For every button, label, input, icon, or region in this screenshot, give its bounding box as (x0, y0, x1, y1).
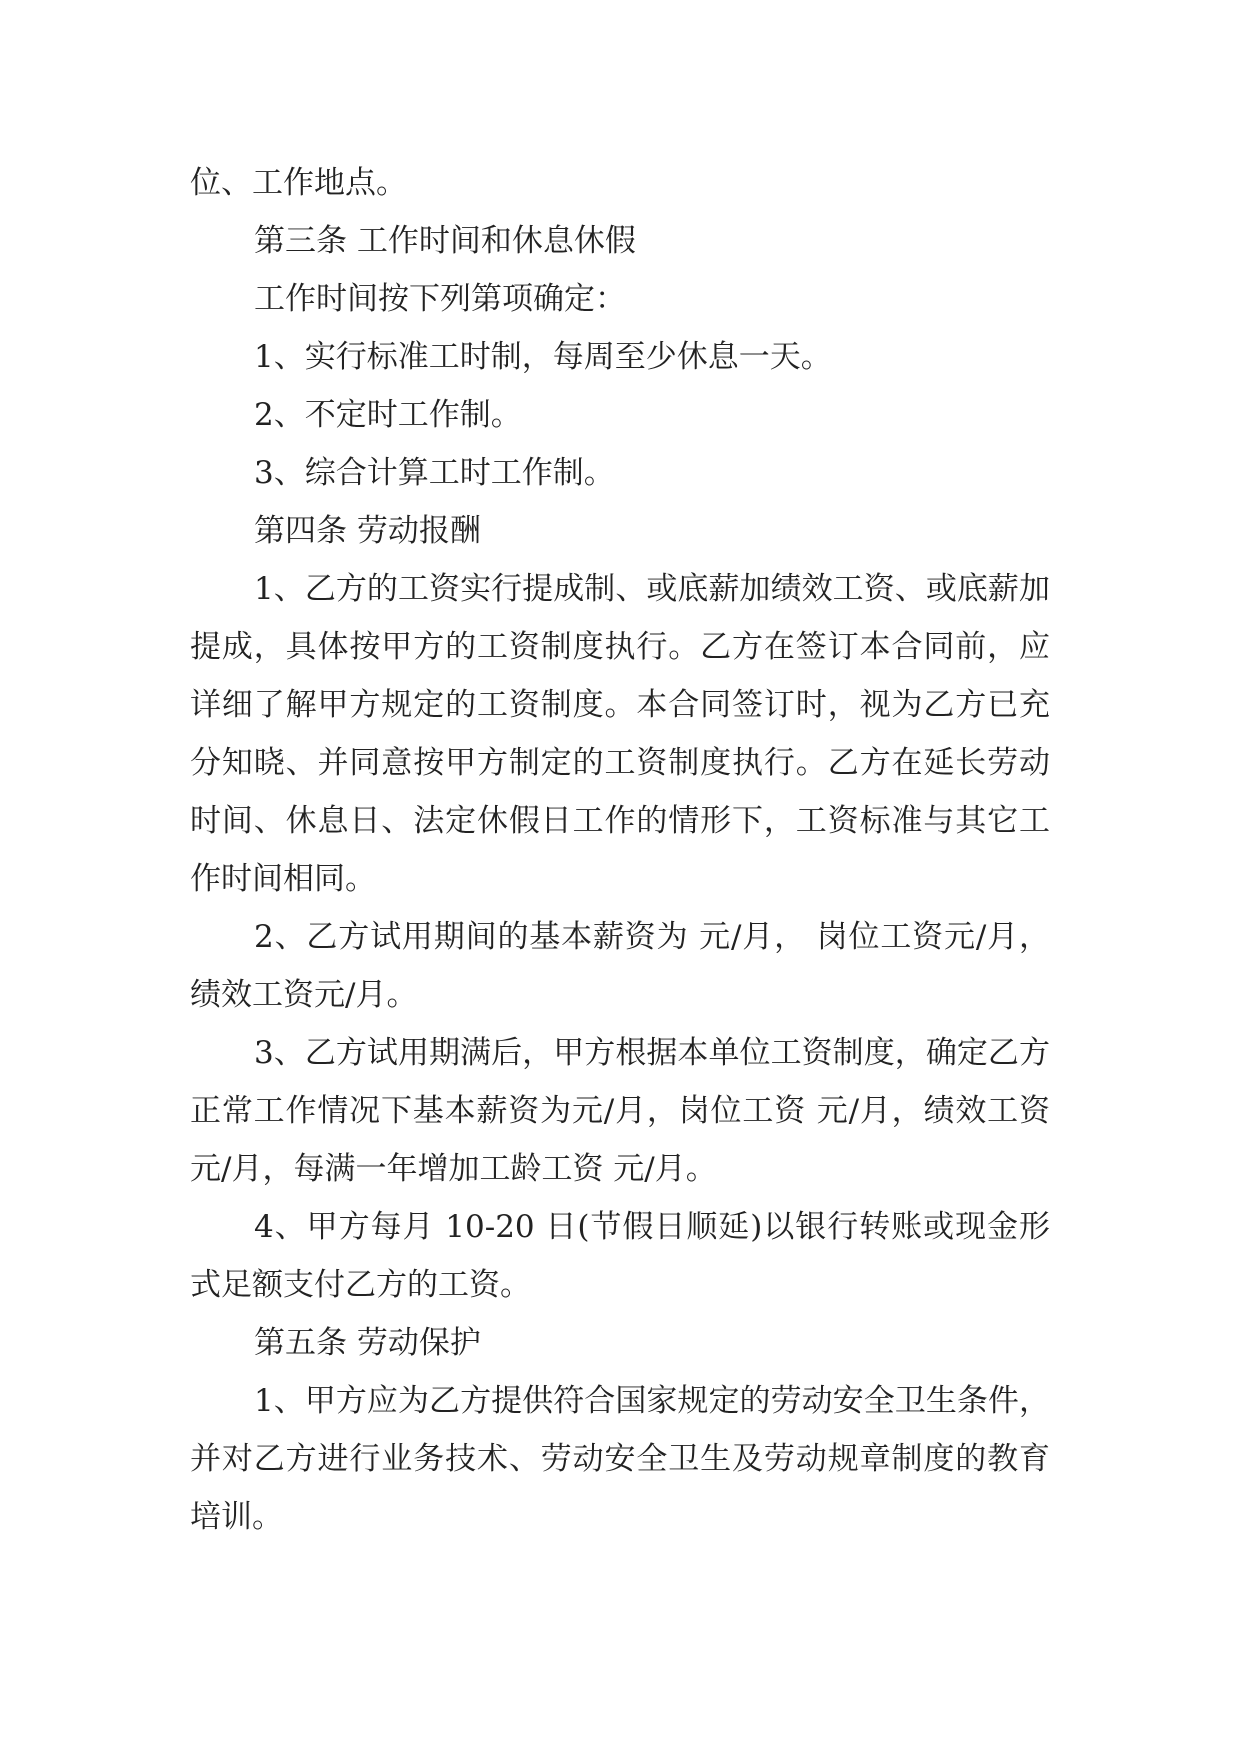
heading-article-4: 第四条 劳动报酬 (254, 513, 481, 549)
heading-article-5: 第五条 劳动保护 (254, 1325, 481, 1361)
list-item-comprehensive-hours: 3、综合计算工时工作制。 (254, 455, 615, 491)
paragraph-probation-salary: 2、乙方试用期间的基本薪资为 元/月， 岗位工资元/月，绩效工资元/月。 (190, 919, 1050, 1013)
paragraph-work-location: 位、工作地点。 (190, 165, 407, 201)
heading-article-3: 第三条 工作时间和休息休假 (254, 223, 636, 259)
document-body (190, 154, 1050, 1546)
paragraph-labor-protection: 1、甲方应为乙方提供符合国家规定的劳动安全卫生条件，并对乙方进行业务技术、劳动安全卫生及劳动规章制度的教育培训。 (190, 1383, 1050, 1535)
paragraph-post-probation-salary: 3、乙方试用期满后，甲方根据本单位工资制度，确定乙方正常工作情况下基本薪资为元/月，岗位工资 元/月，绩效工资 元/月，每满一年增加工龄工资 元/月。 (190, 1035, 1050, 1187)
list-item-flexible-hours: 2、不定时工作制。 (254, 397, 522, 433)
paragraph-salary-system: 1、乙方的工资实行提成制、或底薪加绩效工资、或底薪加提成，具体按甲方的工资制度执行。乙方在签订本合同前，应详细了解甲方规定的工资制度。本合同签订时，视为乙方已充分知晓、并同意按甲方制定的工资制度执行。乙方在延长劳动时间、休息日、法定休假日工作的情形下，工资标准与其它工作时间相同。 (190, 571, 1050, 897)
paragraph-work-time-rule: 工作时间按下列第项确定： (254, 281, 626, 317)
list-item-standard-hours: 1、实行标准工时制，每周至少休息一天。 (254, 339, 832, 375)
paragraph-payment-date: 4、甲方每月 10-20 日(节假日顺延)以银行转账或现金形式足额支付乙方的工资。 (190, 1209, 1050, 1303)
